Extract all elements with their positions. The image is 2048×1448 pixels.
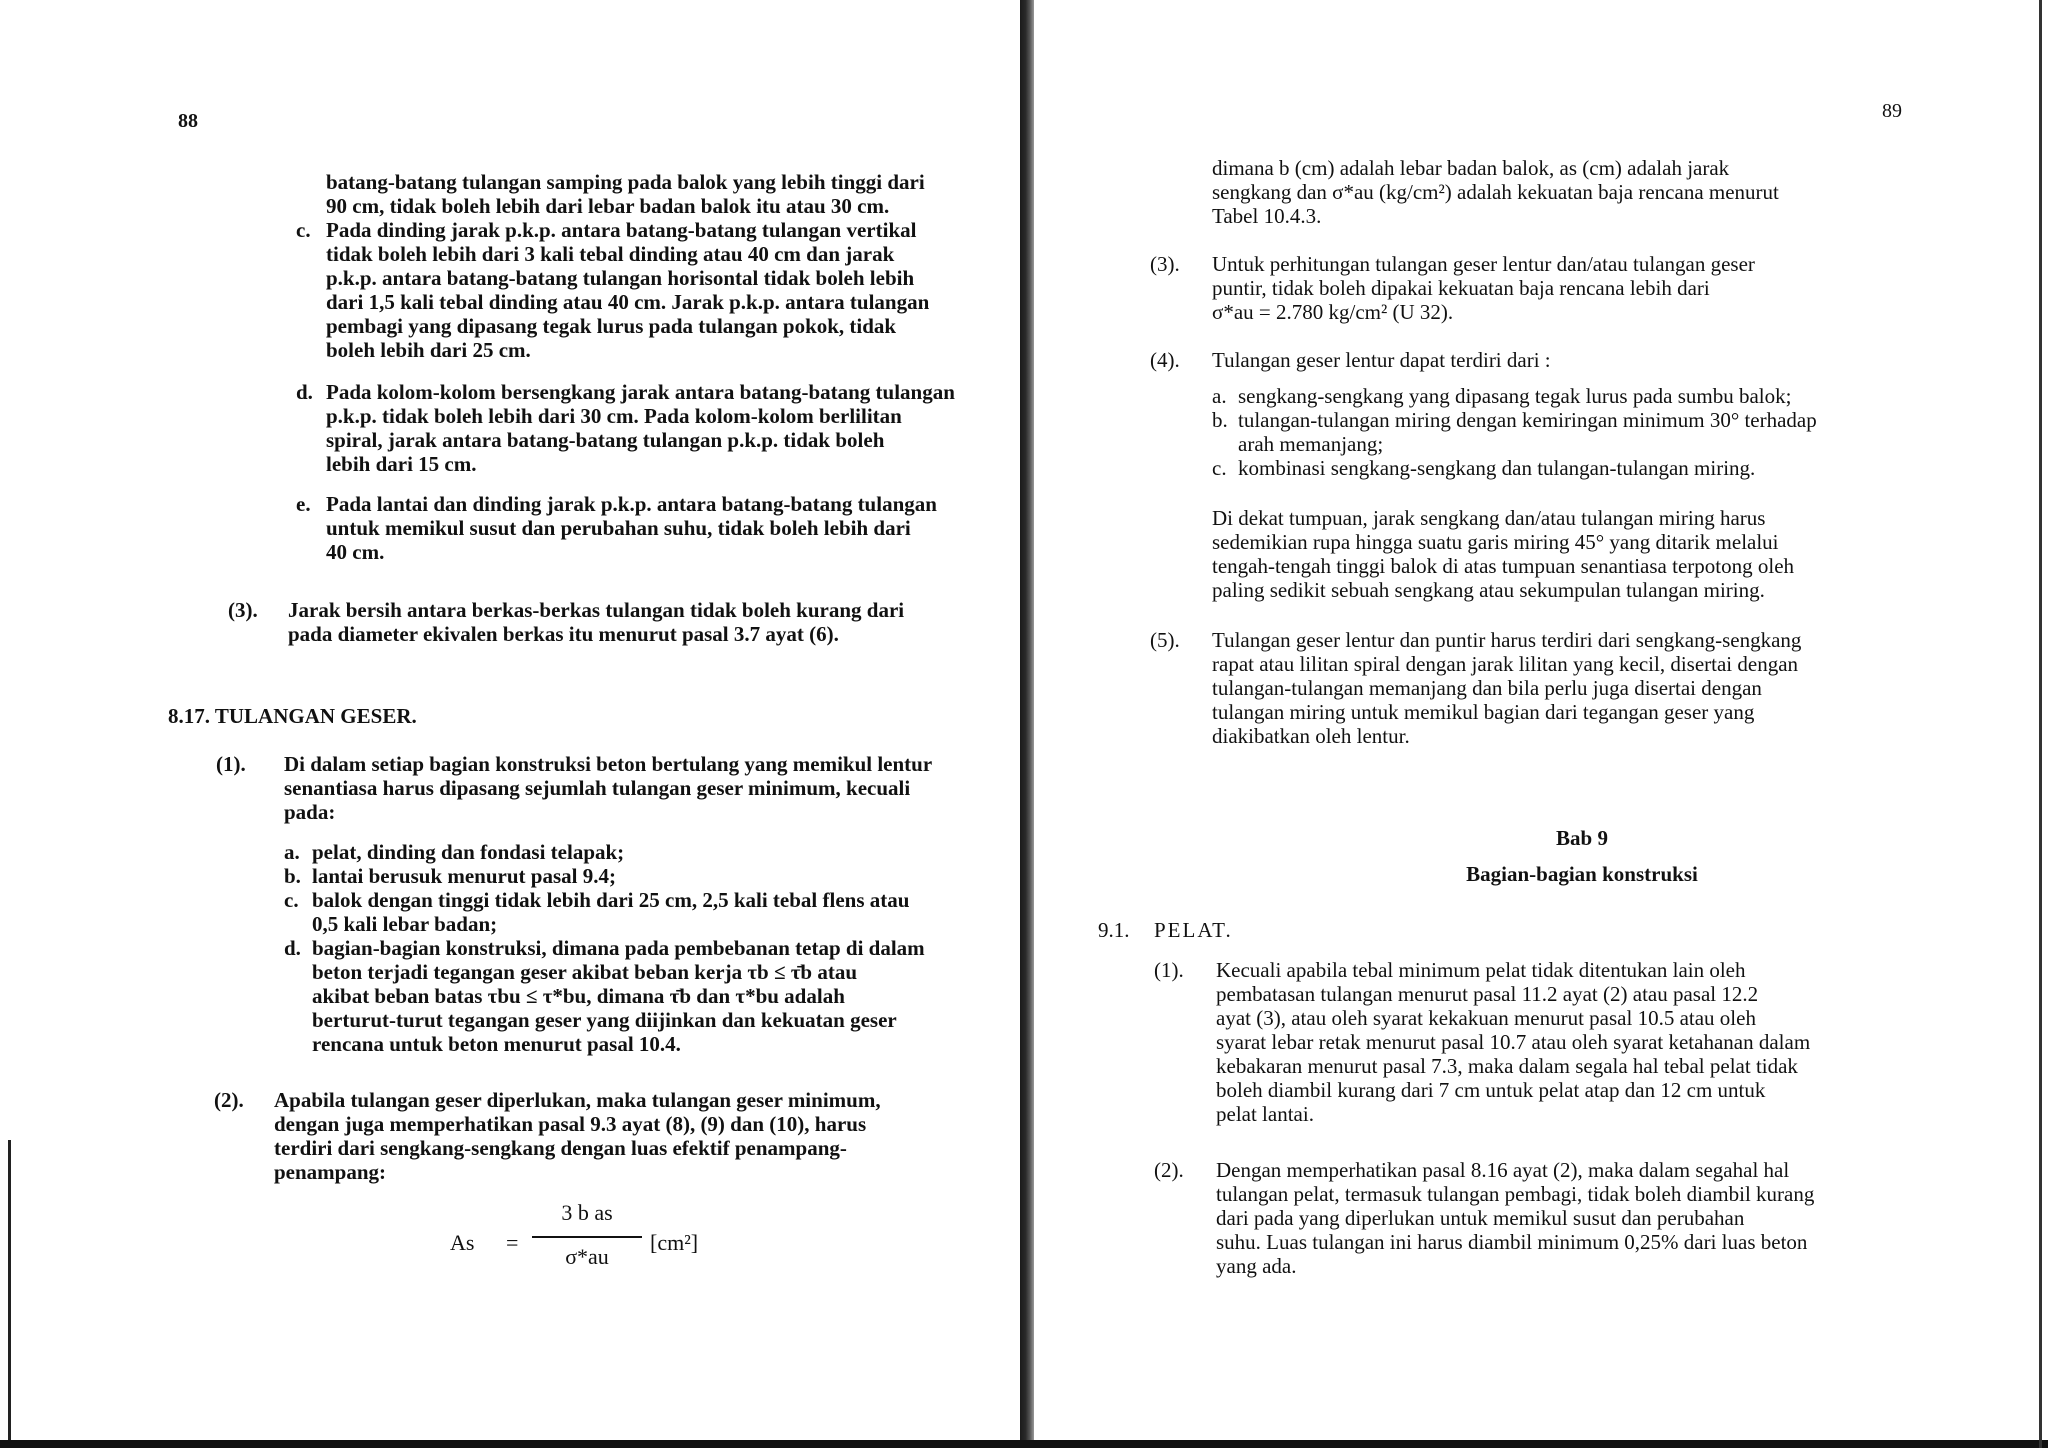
p91-1-label: (1). [1154, 958, 1184, 982]
chapter-title: Bagian-bagian konstruksi [1466, 862, 1698, 886]
para2-text: Apabila tulangan geser diperlukan, maka tulangan geser minimum, dengan juga memperhatikan pasal 9.3 ayat (8), (9) dan (10), harus terdiri dari sengkang-sengkang dengan luas efektif penampang- penampang: [274, 1088, 881, 1184]
tulangan-list [1212, 384, 1952, 480]
para4-extra: Di dekat tumpuan, jarak sengkang dan/atau tulangan miring harus sedemikian rupa hingga suatu garis miring 45° yang ditarik melalui tengah-tengah tinggi balok di atas tumpuan senantiasa terpotong oleh paling sedikit sebuah sengkang atau sekumpulan tulangan miring. [1212, 506, 1795, 602]
intro-text: batang-batang tulangan samping pada balok yang lebih tinggi dari 90 cm, tidak boleh lebih dari lebar badan balok itu atau 30 cm. [326, 170, 925, 218]
item-e-text: Pada lantai dan dinding jarak p.k.p. antara batang-batang tulangan untuk memikul susut dan perubahan suhu, tidak boleh lebih dari 40 cm. [326, 492, 937, 564]
item-c-label: c. [296, 218, 311, 242]
list-item: a. pelat, dinding dan fondasi telapak; [284, 840, 625, 864]
para3-label: (3). [1150, 252, 1180, 276]
para1-label: (1). [216, 752, 246, 776]
page-number: 88 [178, 110, 198, 132]
list-item: b. lantai berusuk menurut pasal 9.4; [284, 864, 616, 888]
section-number: 9.1. [1098, 918, 1130, 942]
para3-text: Untuk perhitungan tulangan geser lentur dan/atau tulangan geser puntir, tidak boleh dipakai kekuatan baja rencana lebih dari σ*au = 2.780 kg/cm² (U 32). [1212, 252, 1755, 324]
list-item: c. balok dengan tinggi tidak lebih dari 25 cm, 2,5 kali tebal flens atau 0,5 kali lebar badan; [284, 888, 910, 936]
right-page [1030, 0, 2048, 1448]
para3-text: Jarak bersih antara berkas-berkas tulangan tidak boleh kurang dari pada diameter ekivalen berkas itu menurut pasal 3.7 ayat (6). [288, 598, 905, 646]
left-page [0, 0, 1020, 1448]
para1-text: Di dalam setiap bagian konstruksi beton bertulang yang memikul lentur senantiasa harus dipasang sejumlah tulangan geser minimum, kecuali pada: [284, 752, 933, 824]
intro-text: dimana b (cm) adalah lebar badan balok, as (cm) adalah jarak sengkang dan σ*au (kg/cm²) adalah kekuatan baja rencana menurut Tabel 10.4.3. [1212, 156, 1779, 228]
p91-2-label: (2). [1154, 1158, 1184, 1182]
formula-equals: = [506, 1230, 519, 1255]
formula [450, 1200, 810, 1290]
para2-label: (2). [214, 1088, 244, 1112]
item-e-label: e. [296, 492, 311, 516]
fraction-bar [532, 1236, 642, 1238]
list-item: a. sengkang-sengkang yang dipasang tegak lurus pada sumbu balok; [1212, 384, 1792, 408]
formula-unit: [cm²] [650, 1230, 699, 1255]
list-item: c. kombinasi sengkang-sengkang dan tulangan-tulangan miring. [1212, 456, 1756, 480]
item-d-text: Pada kolom-kolom bersengkang jarak antara batang-batang tulangan p.k.p. tidak boleh lebih dari 30 cm. Pada kolom-kolom berlilitan spiral, jarak antara batang-batang tulangan p.k.p. tidak boleh lebih dari 15 cm. [326, 380, 955, 476]
item-c-text: Pada dinding jarak p.k.p. antara batang-batang tulangan vertikal tidak boleh lebih dari 3 kali tebal dinding atau 40 cm dan jarak p.k.p. antara batang-batang tulangan horisontal tidak boleh lebih dari 1,5 kali tebal dinding atau 40 cm. Jarak p.k.p. antara tulangan pembagi yang dipasang tegak lurus pada tulangan pokok, tidak boleh lebih dari 25 cm. [326, 218, 930, 362]
formula-denominator: σ*au [565, 1244, 609, 1269]
para4-text: Tulangan geser lentur dapat terdiri dari : [1212, 348, 1551, 372]
formula-numerator: 3 b as [561, 1200, 613, 1225]
para3-label: (3). [228, 598, 258, 622]
exception-list [284, 840, 1004, 1056]
list-item: d. bagian-bagian konstruksi, dimana pada pembebanan tetap di dalam beton terjadi tegangan geser akibat beban kerja τb ≤ τ̄b atau akibat beban batas τbu ≤ τ*bu, dimana τ̄b dan τ*bu adalah berturut-turut tegangan geser yang diijinkan dan kekuatan geser rencana untuk beton menurut pasal 10.4. [284, 936, 925, 1056]
formula-lhs: As [450, 1230, 475, 1255]
item-d-label: d. [296, 380, 313, 404]
page-number: 89 [1882, 100, 1902, 122]
para4-label: (4). [1150, 348, 1180, 372]
list-item: b. tulangan-tulangan miring dengan kemiringan minimum 30° terhadap arah memanjang; [1212, 408, 1817, 456]
chapter-label: Bab 9 [1556, 826, 1608, 850]
section-heading: 8.17. TULANGAN GESER. [168, 704, 417, 728]
p91-1-text: Kecuali apabila tebal minimum pelat tidak ditentukan lain oleh pembatasan tulangan menurut pasal 11.2 ayat (2) atau pasal 12.2 ayat (3), atau oleh syarat kekakuan menurut pasal 10.5 atau oleh syarat lebar retak menurut pasal 10.7 atau oleh syarat ketahanan dalam kebakaran menurut pasal 7.3, maka dalam segala hal tebal pelat tidak boleh diambil kurang dari 7 cm untuk pelat atap dan 12 cm untuk pelat lantai. [1216, 958, 1811, 1126]
para5-label: (5). [1150, 628, 1180, 652]
para5-text: Tulangan geser lentur dan puntir harus terdiri dari sengkang-sengkang rapat atau lilitan spiral dengan jarak lilitan yang kecil, disertai dengan tulangan-tulangan memanjang dan bila perlu juga disertai dengan tulangan miring untuk memikul bagian dari tegangan geser yang diakibatkan oleh lentur. [1212, 628, 1802, 748]
section-heading: PELAT. [1154, 918, 1233, 942]
p91-2-text: Dengan memperhatikan pasal 8.16 ayat (2), maka dalam segahal hal tulangan pelat, termasuk tulangan pembagi, tidak boleh diambil kurang dari pada yang diperlukan untuk memikul susut dan perubahan suhu. Luas tulangan ini harus diambil minimum 0,25% dari luas beton yang ada. [1216, 1158, 1815, 1278]
page-edge-left [8, 1140, 11, 1440]
